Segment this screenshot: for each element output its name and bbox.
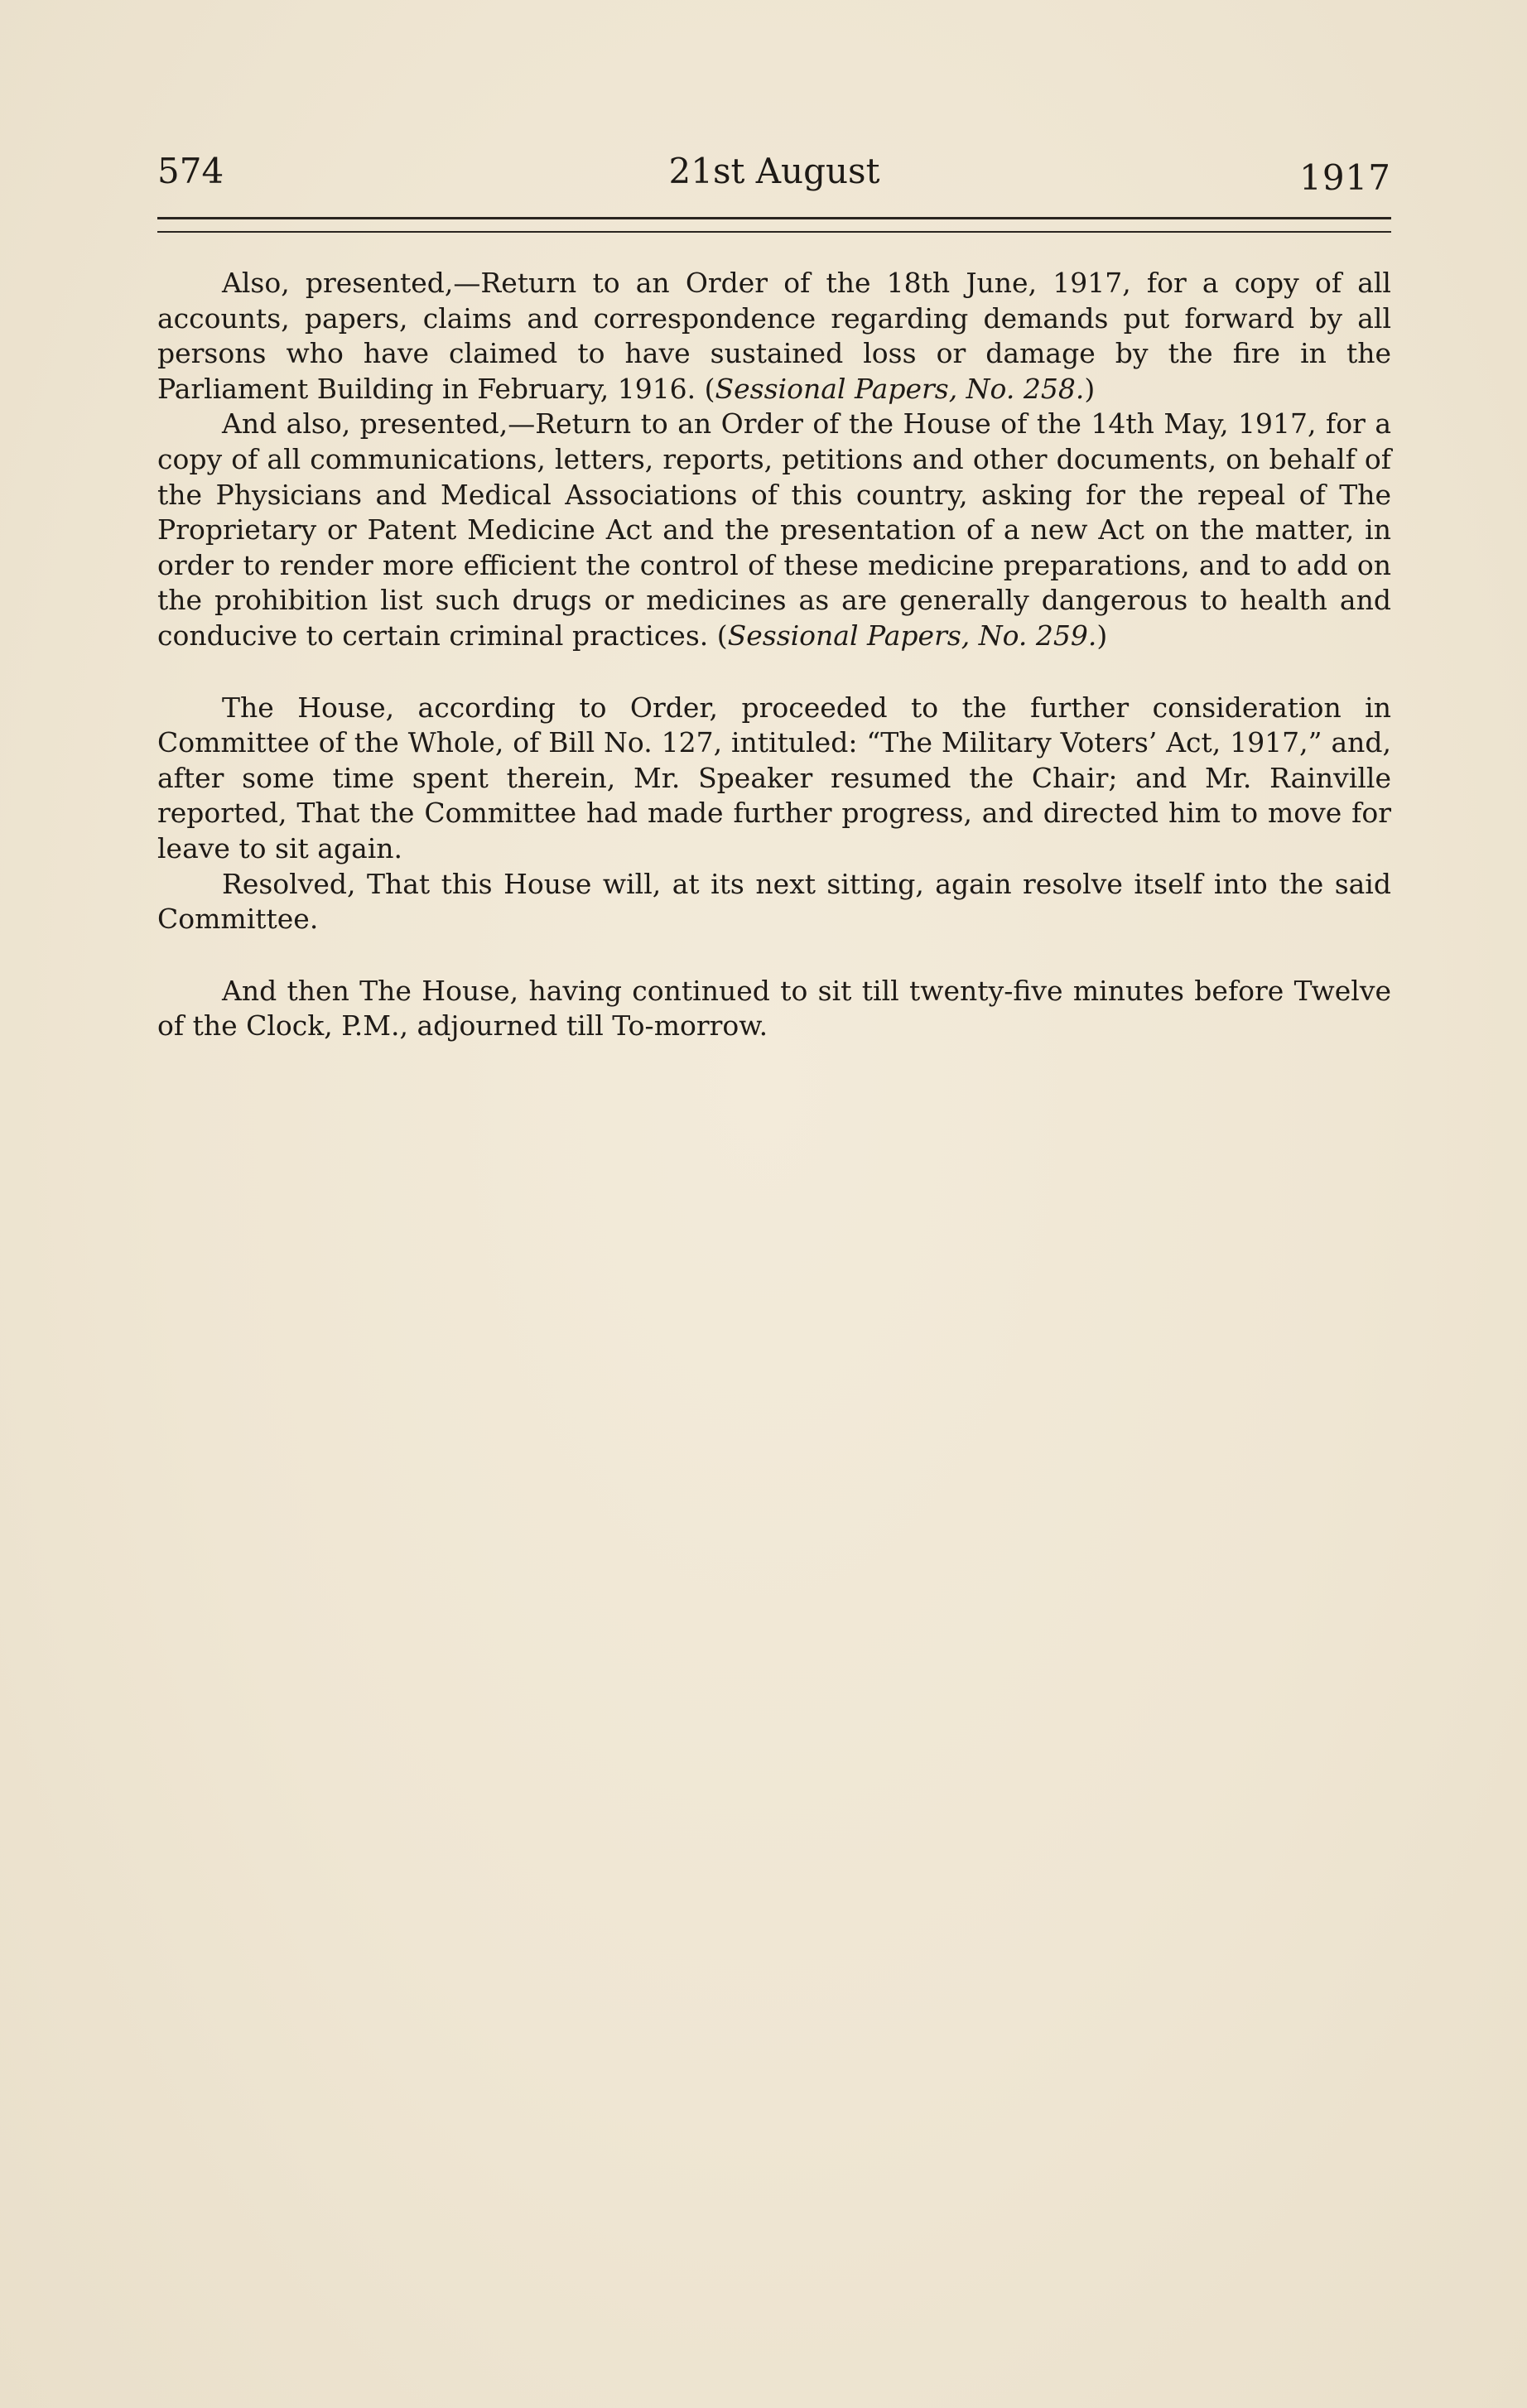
paragraph-adjourned: And then The House, having continued to sit till twenty-five minutes before Twelve of the Clock, P.M., adjourned till To-morrow. [157, 974, 1391, 1043]
paragraph-return-fire: Also, presented,—Return to an Order of the 18th June, 1917, for a copy of all accounts, papers, claims and correspondence regarding demands put forward by all persons who have claimed to have sustained loss or damage by the fire in the Parliament Building in February, 1916. (Sessional Papers, No. 258.) [157, 267, 1391, 405]
sessional-paper-ref: Sessional Papers, No. 258. [715, 372, 1085, 405]
paragraph-committee: The House, according to Order, proceeded to the further consideration in Committee of the Whole, of Bill No. 127, intituled: “The Military Voters’ Act, 1917,” and, after some time spent therein, Mr. Speaker resumed the Chair; and Mr. Rainville reported, That the Committee had made further progress, and directed him to move for leave to sit again. [157, 691, 1391, 864]
sessional-paper-ref: Sessional Papers, No. 259. [727, 619, 1097, 652]
paragraph-return-medicine: And also, presented,—Return to an Order of the House of the 14th May, 1917, for a copy of all communications, letters, reports, petitions and other documents, on behalf of the Physicians and Medical Associations of this country, asking for the repeal of The Proprietary or Patent Medicine Act and the presentation of a new Act on the matter, in order to render more efficient the control of these medicine preparations, and to add on the prohibition list such drugs or medicines as are generally dangerous to health and conducive to certain criminal practices. (Sessional Papers, No. 259.) [157, 407, 1391, 652]
section-gap [157, 654, 1391, 691]
page [157, 141, 1391, 1044]
running-head [157, 141, 1391, 207]
paragraph-resolved: Resolved, That this House will, at its next sitting, again resolve itself into the said Committee. [157, 867, 1391, 936]
section-gap [157, 937, 1391, 974]
journal-body [157, 266, 1391, 1044]
running-date: 21st August [668, 151, 880, 191]
page-number: 574 [157, 151, 224, 191]
header-rule [157, 217, 1391, 233]
running-year: 1917 [1299, 157, 1391, 198]
